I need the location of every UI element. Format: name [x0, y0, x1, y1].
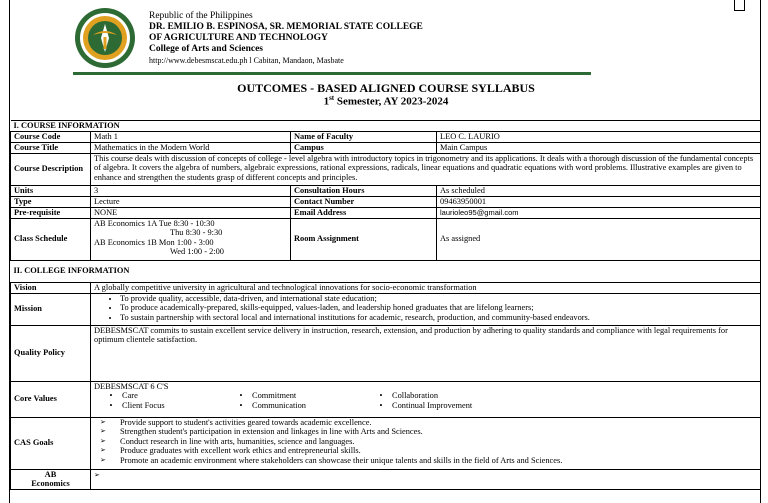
email-label: Email Address [291, 207, 437, 218]
core-values: DEBESMSCAT 6 C'S • Care • Commitment • Collaboration • Client Focus • Communication • Continual Improvement [91, 381, 761, 417]
ab-economics-label: AB Economics [11, 469, 91, 489]
page-checkbox[interactable] [734, 0, 745, 11]
section-1-title: I. COURSE INFORMATION [11, 121, 761, 132]
college-seal-logo [74, 7, 136, 69]
college-name-2: OF AGRICULTURE AND TECHNOLOGY [149, 33, 328, 43]
quality-policy-label: Quality Policy [11, 325, 91, 381]
faculty-name: LEO C. LAURIO [437, 131, 761, 142]
syllabus-page [9, 0, 761, 503]
country-text: Republic of the Philippines [149, 11, 253, 21]
class-schedule: AB Economics 1A Tue 8:30 - 10:30 Thu 8:30 - 9:30 AB Economics 1B Mon 1:00 - 3:00 Wed 1:00 - 2:00 [91, 218, 291, 260]
college-name-1: DR. EMILIO B. ESPINOSA, SR. MEMORIAL STATE COLLEGE [149, 22, 423, 32]
email-address[interactable]: laurioleo95@gmail.com [437, 207, 761, 218]
course-information-table [10, 120, 761, 490]
header-divider [73, 72, 591, 75]
prerequisite-label: Pre-requisite [11, 207, 91, 218]
campus-label: Campus [291, 142, 437, 153]
quality-policy-text: DEBESMSCAT commits to sustain excellent service delivery in instruction, research, extension, and production by adhering to quality standards and compliance with legal requirements for optimum clientele satisfaction. [91, 325, 761, 381]
course-description: This course deals with discussion of concepts of college - level algebra with introductory topics in trigonometry and its applications. It deals with a thorough discussion of the fundamental concepts of algebra. It covers the algebra of numbers, algebraic expressions, rational expressions, radicals, linear equations and quadratic equations with word problems. Illustrative examples are given to enhance and strengthen the students grasp of different concepts and principles. [91, 153, 761, 185]
description-label: Course Description [11, 153, 91, 185]
faculty-label: Name of Faculty [291, 131, 437, 142]
course-code-label: Course Code [11, 131, 91, 142]
department-name: College of Arts and Sciences [149, 44, 263, 54]
document-title: OUTCOMES - BASED ALIGNED COURSE SYLLABUS [237, 81, 535, 95]
course-title: Mathematics in the Modern World [91, 142, 291, 153]
section-2-title: II. COLLEGE INFORMATION [11, 260, 761, 282]
college-header [149, 11, 423, 66]
cas-goals-list: ➢ Provide support to student's activities geared towards academic excellence. ➢ Strengthen student's participation in extension and linkages in line with Arts and Sciences. ➢ Conduct research in line with arts, humanities, science and languages. ➢ Produce graduates with excellent work ethics and entrepreneurial skills. ➢ Promote an academic environment where stakeholders can showcase their unique talents and skills in the field of Arts and Sciences. [91, 417, 761, 469]
units: 3 [91, 185, 291, 196]
units-label: Units [11, 185, 91, 196]
college-address[interactable]: http://www.debesmscat.edu.ph l Cabitan, Mandaon, Masbate [149, 56, 344, 65]
type-label: Type [11, 196, 91, 207]
consultation-label: Consultation Hours [291, 185, 437, 196]
consultation-hours: As scheduled [437, 185, 761, 196]
ab-economics-goals: ➢ [91, 469, 761, 489]
prerequisite: NONE [91, 207, 291, 218]
room-label: Room Assignment [291, 218, 437, 260]
course-type: Lecture [91, 196, 291, 207]
contact-label: Contact Number [291, 196, 437, 207]
contact-number: 09463950001 [437, 196, 761, 207]
room-assignment: As assigned [437, 218, 761, 260]
course-code: Math 1 [91, 131, 291, 142]
mission-label: Mission [11, 293, 91, 325]
campus: Main Campus [437, 142, 761, 153]
semester-title: 1st Semester, AY 2023-2024 [323, 94, 449, 108]
cas-goals-label: CAS Goals [11, 417, 91, 469]
mission-list: • To provide quality, accessible, data-driven, and international state education; • To produce academically-prepared, skills-equipped, values-laden, and leadership honed graduates that are lifelong learners; • To sustain partnership with sectoral local and international institutions for academic, research, production, and community-based endeavors. [91, 293, 761, 325]
course-title-label: Course Title [11, 142, 91, 153]
vision-text: A globally competitive university in agricultural and technological innovations for socio-economic transformation [91, 282, 761, 293]
vision-label: Vision [11, 282, 91, 293]
core-values-label: Core Values [11, 381, 91, 417]
schedule-label: Class Schedule [11, 218, 91, 260]
